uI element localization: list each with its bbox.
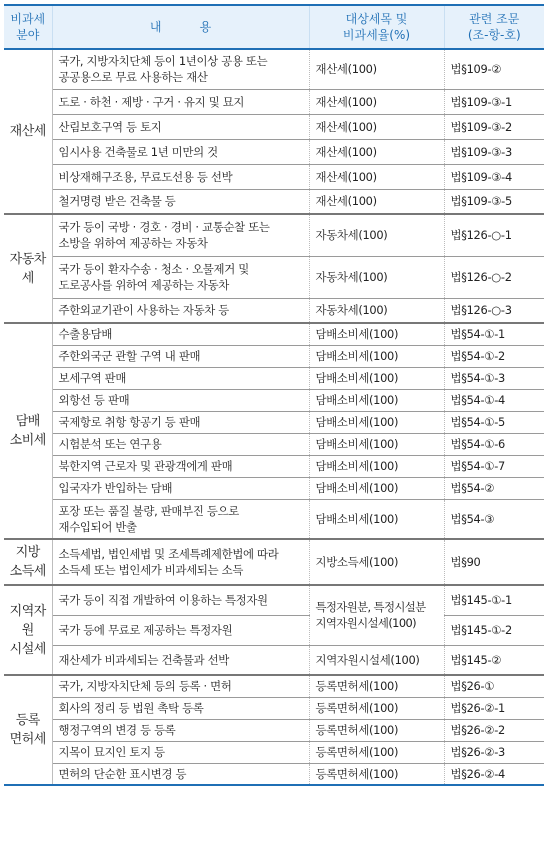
content-cell: 소득세법, 법인세법 및 조세특례제한법에 따라 소득세 또는 법인세가 비과세되는 소득 — [52, 539, 309, 585]
table-row — [4, 323, 544, 345]
tax-cell: 담배소비세(100) — [309, 433, 444, 455]
article-cell: 법§54-①-6 — [444, 433, 544, 455]
tax-cell: 담배소비세(100) — [309, 455, 444, 477]
table-row — [4, 367, 544, 389]
content-cell: 면허의 단순한 표시변경 등 — [52, 763, 309, 785]
tax-cell: 담배소비세(100) — [309, 477, 444, 499]
table-row — [4, 741, 544, 763]
content-cell: 철거명령 받은 건축물 등 — [52, 189, 309, 214]
tax-cell: 재산세(100) — [309, 89, 444, 114]
table-row — [4, 477, 544, 499]
article-cell: 법§26-②-2 — [444, 719, 544, 741]
content-cell: 외항선 등 판매 — [52, 389, 309, 411]
content-cell: 포장 또는 품질 불량, 판매부진 등으로 재수입되어 반출 — [52, 499, 309, 539]
tax-cell: 자동차세(100) — [309, 298, 444, 323]
article-cell: 법§54-② — [444, 477, 544, 499]
article-cell: 법§54-①-1 — [444, 323, 544, 345]
table-row — [4, 539, 544, 585]
article-cell: 법§109-② — [444, 49, 544, 89]
tax-cell: 담배소비세(100) — [309, 323, 444, 345]
table-row — [4, 719, 544, 741]
tax-cell: 자동차세(100) — [309, 214, 444, 256]
header-article: 관련 조문 (조-항-호) — [444, 5, 544, 49]
table-row — [4, 411, 544, 433]
header-tax: 대상세목 및 비과세율(%) — [309, 5, 444, 49]
article-cell: 법§145-①-2 — [444, 615, 544, 645]
article-cell: 법§109-③-5 — [444, 189, 544, 214]
content-cell: 입국자가 반입하는 담배 — [52, 477, 309, 499]
tax-cell: 지방소득세(100) — [309, 539, 444, 585]
content-cell: 국가, 지방자치단체 등이 1년이상 공용 또는 공공용으로 무료 사용하는 재산 — [52, 49, 309, 89]
tax-cell: 담배소비세(100) — [309, 499, 444, 539]
tax-cell: 담배소비세(100) — [309, 367, 444, 389]
table-row — [4, 615, 544, 645]
tax-cell: 재산세(100) — [309, 49, 444, 89]
content-cell: 도로 · 하천 · 제방 · 구거 · 유지 및 묘지 — [52, 89, 309, 114]
table-row — [4, 189, 544, 214]
article-cell: 법§26-① — [444, 675, 544, 697]
article-cell: 법§145-①-1 — [444, 585, 544, 615]
article-cell: 법§54-③ — [444, 499, 544, 539]
article-cell: 법§26-②-3 — [444, 741, 544, 763]
table-header-row — [4, 5, 544, 49]
content-cell: 국가 등에 무료로 제공하는 특정자원 — [52, 615, 309, 645]
article-cell: 법§90 — [444, 539, 544, 585]
table-row — [4, 49, 544, 89]
table-row — [4, 114, 544, 139]
table-row — [4, 164, 544, 189]
content-cell: 수출용담배 — [52, 323, 309, 345]
tax-cell: 재산세(100) — [309, 114, 444, 139]
article-cell: 법§109-③-1 — [444, 89, 544, 114]
content-cell: 임시사용 건축물로 1년 미만의 것 — [52, 139, 309, 164]
article-cell: 법§126-○-1 — [444, 214, 544, 256]
tax-cell: 담배소비세(100) — [309, 411, 444, 433]
table-row — [4, 455, 544, 477]
content-cell: 보세구역 판매 — [52, 367, 309, 389]
table-row — [4, 139, 544, 164]
article-cell: 법§54-①-3 — [444, 367, 544, 389]
category-cell: 재산세 — [4, 49, 52, 214]
article-cell: 법§26-②-4 — [444, 763, 544, 785]
content-cell: 주한외국군 관할 구역 내 판매 — [52, 345, 309, 367]
tax-exemption-table — [4, 4, 544, 786]
category-cell: 담배 소비세 — [4, 323, 52, 539]
content-cell: 산림보호구역 등 토지 — [52, 114, 309, 139]
content-cell: 시험분석 또는 연구용 — [52, 433, 309, 455]
category-cell: 자동차세 — [4, 214, 52, 323]
article-cell: 법§126-○-3 — [444, 298, 544, 323]
table-row — [4, 675, 544, 697]
content-cell: 북한지역 근로자 및 관광객에게 판매 — [52, 455, 309, 477]
table-row — [4, 89, 544, 114]
tax-cell: 지역자원시설세(100) — [309, 645, 444, 675]
tax-cell: 재산세(100) — [309, 189, 444, 214]
article-cell: 법§145-② — [444, 645, 544, 675]
header-content: 내 용 — [52, 5, 309, 49]
content-cell: 비상재해구조용, 무료도선용 등 선박 — [52, 164, 309, 189]
article-cell: 법§54-①-5 — [444, 411, 544, 433]
table-row — [4, 214, 544, 256]
article-cell: 법§109-③-3 — [444, 139, 544, 164]
content-cell: 회사의 정리 등 법원 촉탁 등록 — [52, 697, 309, 719]
table-row — [4, 499, 544, 539]
table-row — [4, 585, 544, 615]
header-category: 비과세 분야 — [4, 5, 52, 49]
table-body — [4, 49, 544, 785]
tax-cell: 자동차세(100) — [309, 256, 444, 298]
tax-cell: 담배소비세(100) — [309, 389, 444, 411]
article-cell: 법§109-③-4 — [444, 164, 544, 189]
tax-cell: 특정자원분, 특정시설분 지역자원시설세(100) — [309, 585, 444, 645]
content-cell: 지목이 묘지인 토지 등 — [52, 741, 309, 763]
table-row — [4, 298, 544, 323]
table-row — [4, 256, 544, 298]
content-cell: 재산세가 비과세되는 건축물과 선박 — [52, 645, 309, 675]
article-cell: 법§54-①-7 — [444, 455, 544, 477]
tax-cell: 등록면허세(100) — [309, 741, 444, 763]
category-cell: 지방 소득세 — [4, 539, 52, 585]
article-cell: 법§54-①-4 — [444, 389, 544, 411]
tax-cell: 등록면허세(100) — [309, 763, 444, 785]
table-row — [4, 645, 544, 675]
content-cell: 국가 등이 국방 · 경호 · 경비 · 교통순찰 또는 소방을 위하여 제공하는 자동차 — [52, 214, 309, 256]
content-cell: 국가 등이 환자수송 · 청소 · 오물제거 및 도로공사를 위하여 제공하는 자동차 — [52, 256, 309, 298]
content-cell: 행정구역의 변경 등 등록 — [52, 719, 309, 741]
table-row — [4, 433, 544, 455]
category-cell: 등록 면허세 — [4, 675, 52, 785]
category-cell: 지역자원 시설세 — [4, 585, 52, 675]
content-cell: 국제항로 취항 항공기 등 판매 — [52, 411, 309, 433]
content-cell: 주한외교기관이 사용하는 자동차 등 — [52, 298, 309, 323]
article-cell: 법§126-○-2 — [444, 256, 544, 298]
article-cell: 법§26-②-1 — [444, 697, 544, 719]
table-row — [4, 345, 544, 367]
article-cell: 법§54-①-2 — [444, 345, 544, 367]
tax-cell: 담배소비세(100) — [309, 345, 444, 367]
article-cell: 법§109-③-2 — [444, 114, 544, 139]
table-row — [4, 697, 544, 719]
tax-cell: 등록면허세(100) — [309, 697, 444, 719]
content-cell: 국가 등이 직접 개발하여 이용하는 특정자원 — [52, 585, 309, 615]
table-row — [4, 389, 544, 411]
tax-cell: 등록면허세(100) — [309, 719, 444, 741]
tax-cell: 재산세(100) — [309, 139, 444, 164]
tax-cell: 등록면허세(100) — [309, 675, 444, 697]
table-row — [4, 763, 544, 785]
content-cell: 국가, 지방자치단체 등의 등록 · 면허 — [52, 675, 309, 697]
tax-cell: 재산세(100) — [309, 164, 444, 189]
